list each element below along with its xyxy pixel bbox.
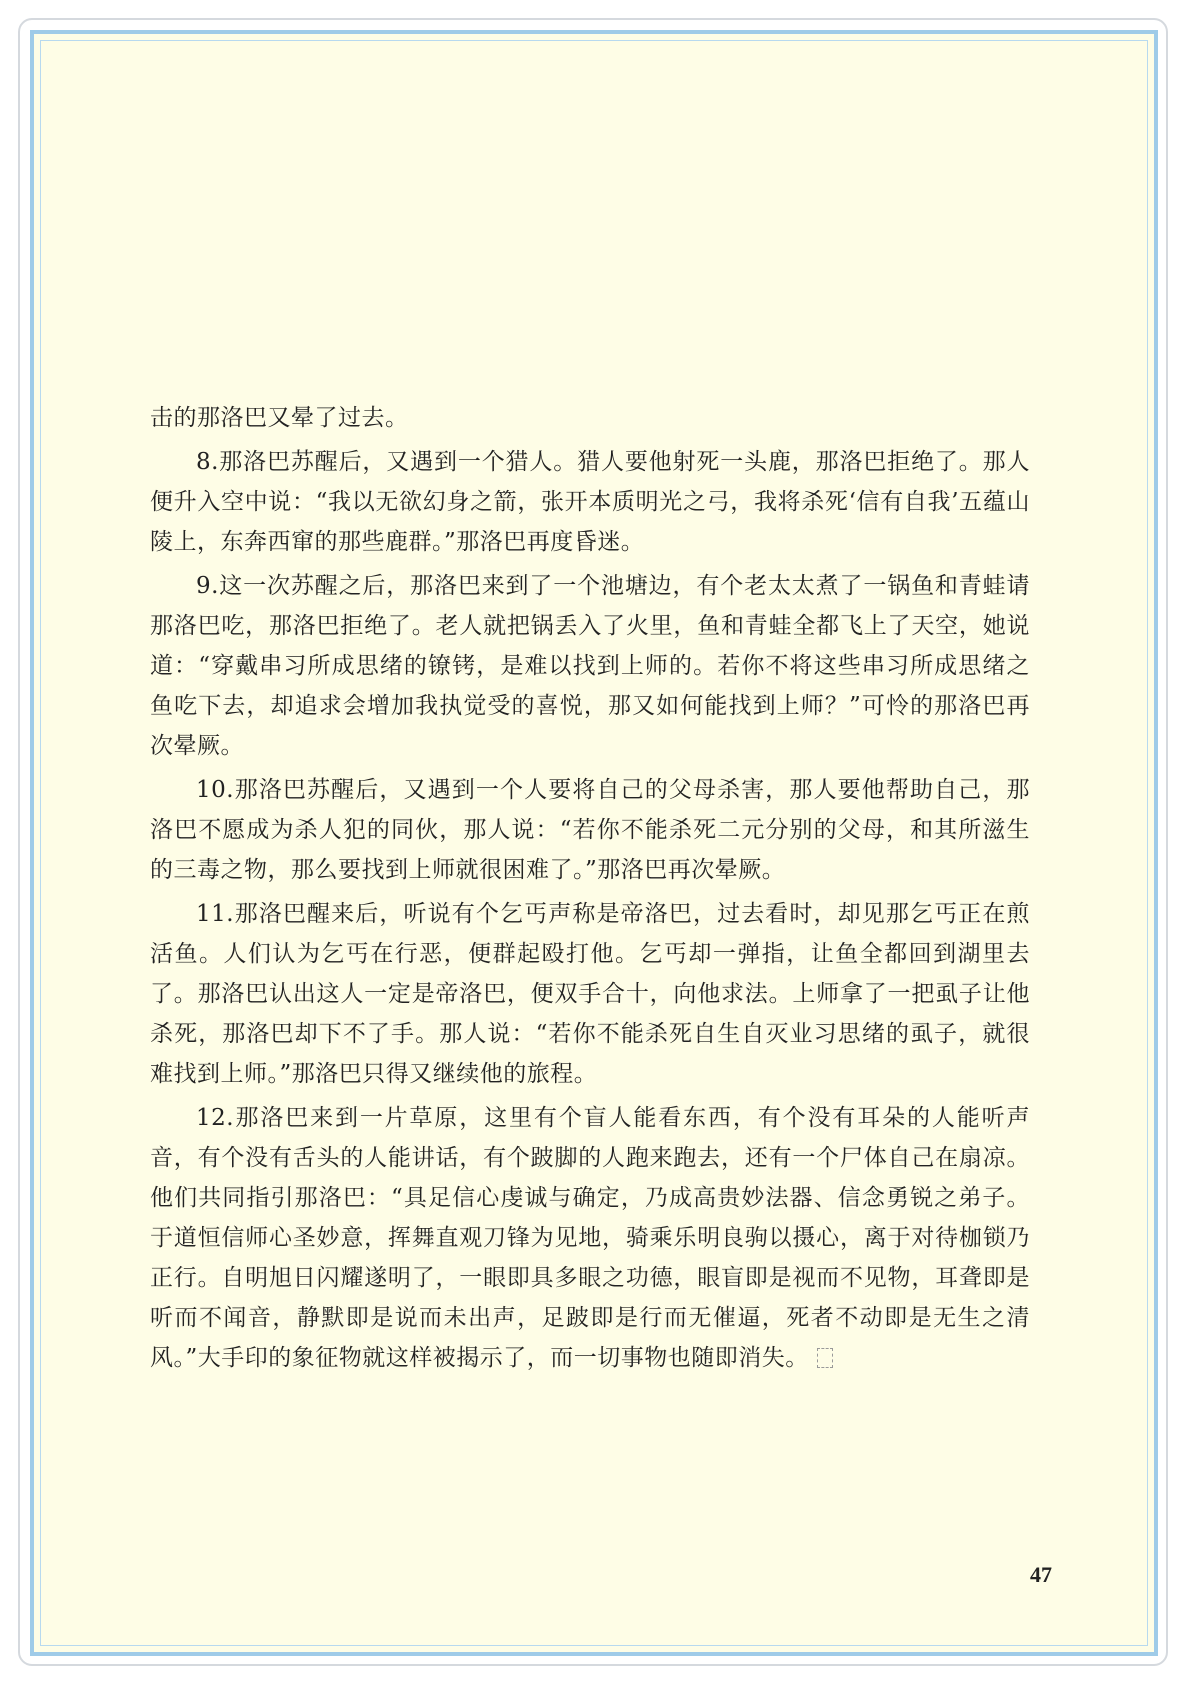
paragraph-continuation: 击的那洛巴又晕了过去。 [150,405,409,431]
paragraph-9: 9.这一次苏醒之后，那洛巴来到了一个池塘边，有个老太太煮了一锅鱼和青蛙请那洛巴吃，那洛巴拒绝了。老人就把锅丢入了火里，鱼和青蛙全都飞上了天空，她说道：“穿戴串习所成思绪的镣铐，是难以找到上师的。若你不将这些串习所成思绪之鱼吃下去，却追求会增加我执觉受的喜悦，那又如何能找到上师？”可怜的那洛巴再次晕厥。 [150,573,1030,759]
paragraph-8: 8.那洛巴苏醒后，又遇到一个猎人。猎人要他射死一头鹿，那洛巴拒绝了。那人便升入空中说：“我以无欲幻身之箭，张开本质明光之弓，我将杀死‘信有自我’五蕴山陵上，东奔西窜的那些鹿群。”那洛巴再度昏迷。 [150,449,1030,555]
body-text [150,398,1030,1382]
paragraph-12-text: 12.那洛巴来到一片草原，这里有个盲人能看东西，有个没有耳朵的人能听声音，有个没有舌头的人能讲话，有个跛脚的人跑来跑去，还有一个尸体自己在扇凉。他们共同指引那洛巴：“具足信心虔诚与确定，乃成高贵妙法器、信念勇锐之弟子。于道恒信师心圣妙意，挥舞直观刀锋为见地，骑乘乐明良驹以摄心，离于对待枷锁乃正行。自明旭日闪耀遂明了，一眼即具多眼之功德，眼盲即是视而不见物，耳聋即是听而不闻音，静默即是说而未出声，足跛即是行而无催逼，死者不动即是无生之清风。”大手印的象征物就这样被揭示了，而一切事物也随即消失。 [150,1105,1030,1371]
paragraph-10: 10.那洛巴苏醒后，又遇到一个人要将自己的父母杀害，那人要他帮助自己，那洛巴不愿成为杀人犯的同伙，那人说：“若你不能杀死二元分别的父母，和其所滋生的三毒之物，那么要找到上师就很困难了。”那洛巴再次晕厥。 [150,777,1030,883]
page-number: 47 [1030,1562,1052,1587]
paragraph-12 [150,1098,1030,1378]
end-mark-icon [817,1348,833,1368]
paragraph-11: 11.那洛巴醒来后，听说有个乞丐声称是帝洛巴，过去看时，却见那乞丐正在煎活鱼。人们认为乞丐在行恶，便群起殴打他。乞丐却一弹指，让鱼全都回到湖里去了。那洛巴认出这人一定是帝洛巴，便双手合十，向他求法。上师拿了一把虱子让他杀死，那洛巴却下不了手。那人说：“若你不能杀死自生自灭业习思绪的虱子，就很难找到上师。”那洛巴只得又继续他的旅程。 [150,901,1030,1087]
